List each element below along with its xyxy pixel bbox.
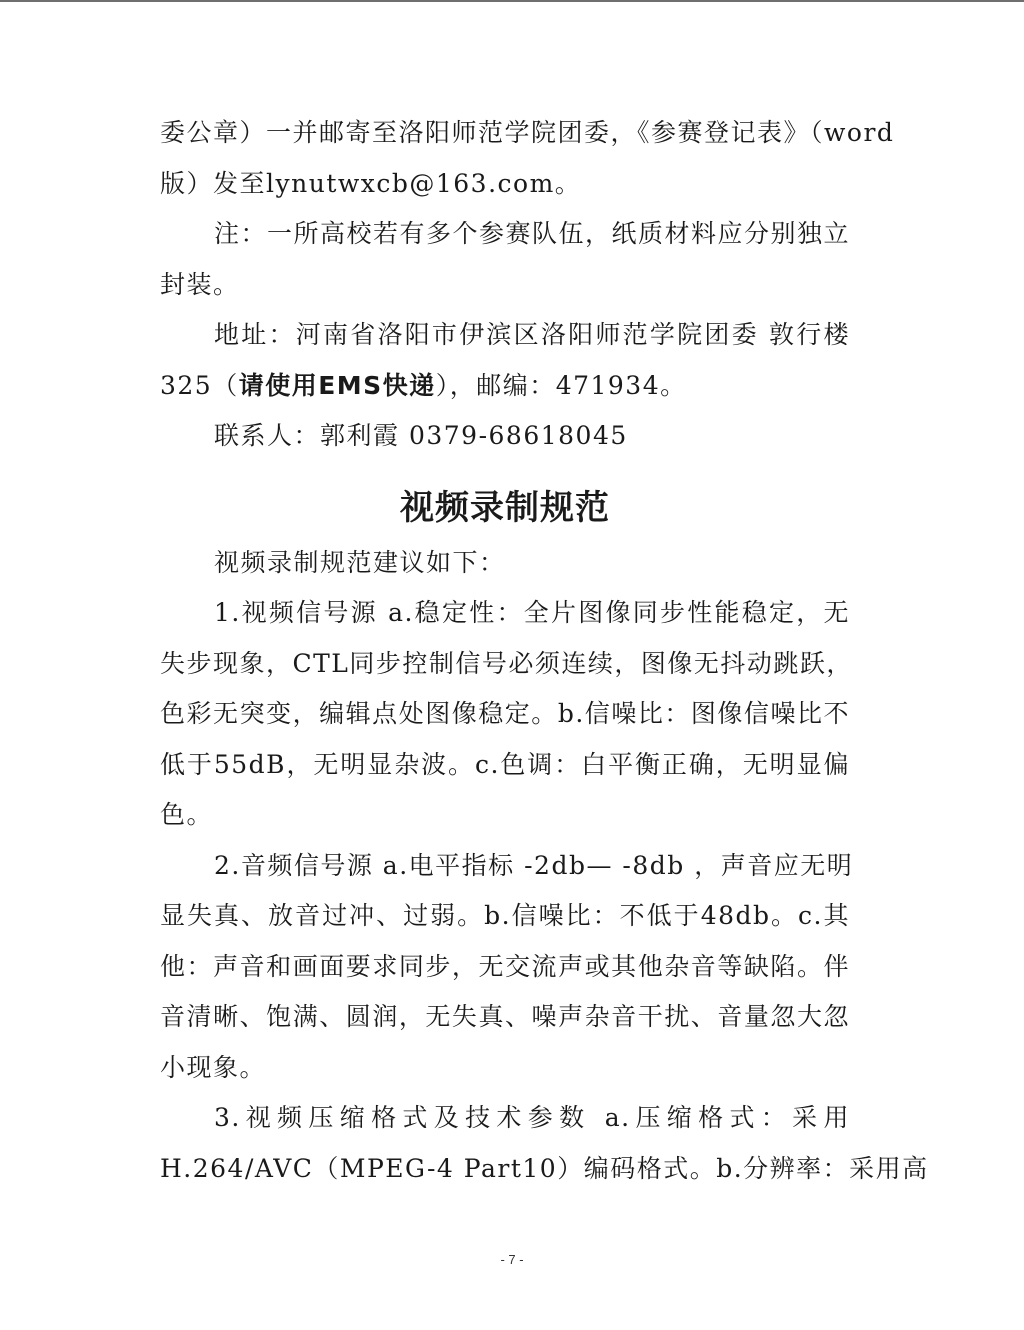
item2-line: 显失真、放音过冲、过弱。b.信噪比：不低于48db。c.其	[160, 901, 850, 930]
item1-line: 色彩无突变，编辑点处图像稳定。b.信噪比：图像信噪比不	[160, 699, 850, 728]
item2-line: 小现象。	[160, 1052, 267, 1082]
item3-line: 3.视频压缩格式及技术参数 a.压缩格式：采用	[214, 1103, 850, 1132]
text-line: 委公章）一并邮寄至洛阳师范学院团委，《参赛登记表》（word	[160, 118, 895, 147]
address-prefix: 325（	[160, 370, 239, 400]
page-number: - 7 -	[500, 1252, 524, 1267]
address-line: 地址：河南省洛阳市伊滨区洛阳师范学院团委 敦行楼	[214, 320, 850, 349]
item3-line: H.264/AVC（MPEG-4 Part10）编码格式。b.分辨率：采用高	[160, 1153, 929, 1183]
item2-line: 他：声音和画面要求同步，无交流声或其他杂音等缺陷。伴	[160, 951, 850, 981]
contact-line: 联系人：郭利霞 0379-68618045	[214, 421, 628, 450]
document-page	[160, 108, 929, 1194]
postcode-text: ），邮编：471934。	[435, 370, 687, 400]
item1-line: 失步现象，CTL同步控制信号必须连续，图像无抖动跳跃，	[160, 648, 853, 678]
address-line	[160, 361, 850, 412]
note-line: 封装。	[160, 269, 240, 299]
page-top-border	[0, 0, 1024, 2]
item2-line: 音清晰、饱满、圆润，无失真、噪声杂音干扰、音量忽大忽	[160, 1002, 850, 1031]
ems-note: 请使用EMS快递	[238, 370, 436, 400]
section-heading: 视频录制规范	[400, 487, 610, 528]
note-line: 注：一所高校若有多个参赛队伍，纸质材料应分别独立	[214, 219, 851, 248]
item1-line: 色。	[160, 800, 214, 829]
text-line: 版）发至lynutwxcb@163.com。	[160, 168, 582, 198]
item2-line: 2.音频信号源 a.电平指标 -2db— -8db ，声音应无明	[214, 850, 854, 880]
item1-line: 1.视频信号源 a.稳定性：全片图像同步性能稳定，无	[214, 598, 850, 627]
intro-line: 视频录制规范建议如下：	[214, 547, 506, 577]
item1-line: 低于55dB，无明显杂波。c.色调：白平衡正确，无明显偏	[160, 749, 850, 779]
